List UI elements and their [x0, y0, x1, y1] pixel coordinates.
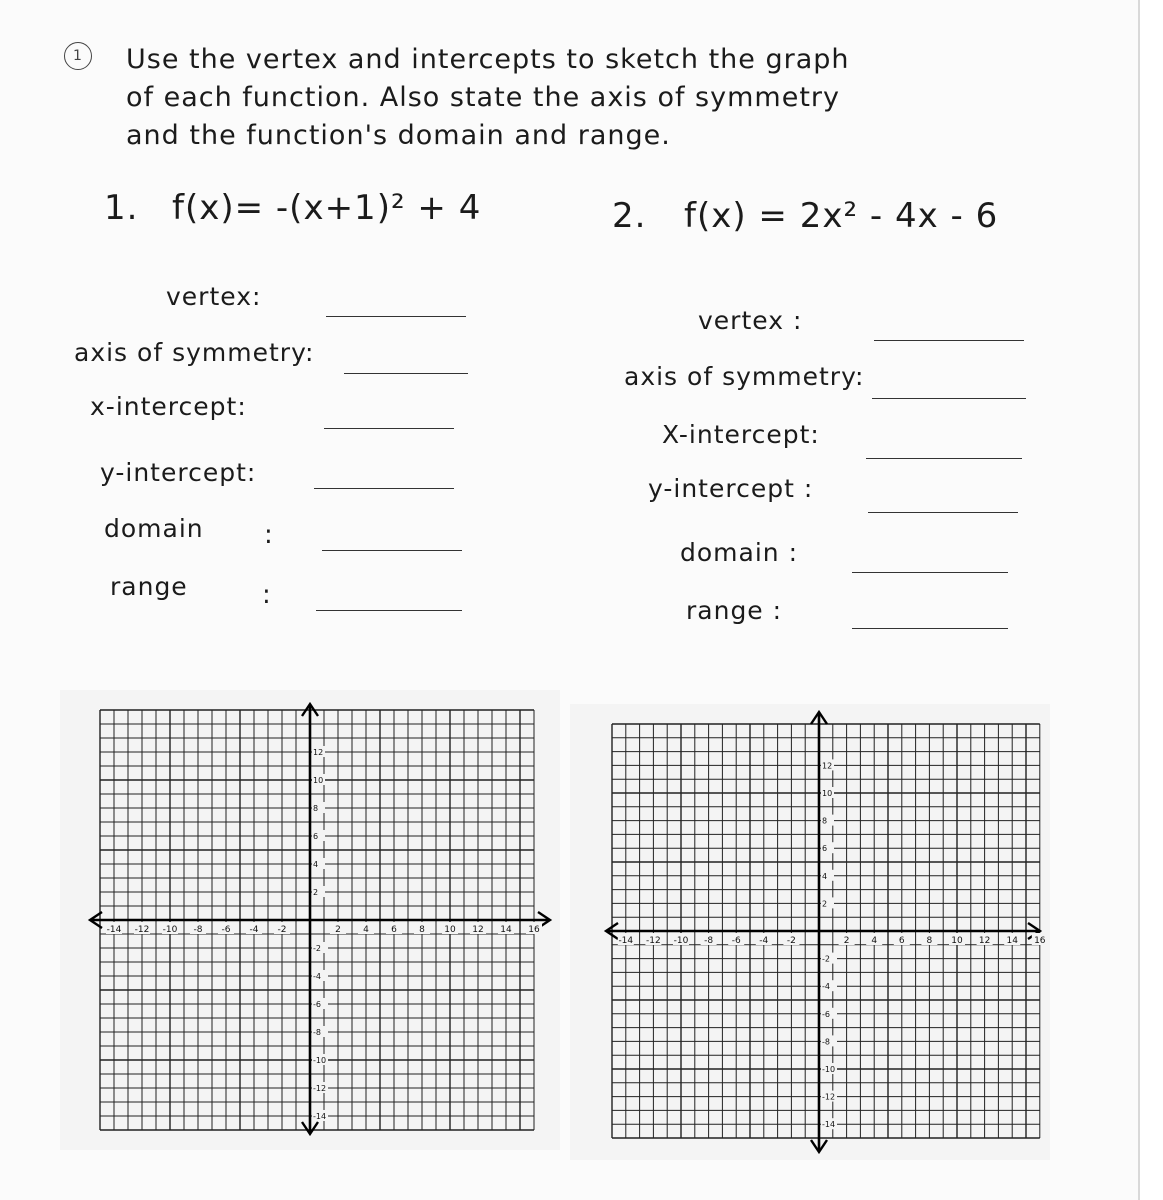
y-tick-label: -8: [313, 1028, 321, 1037]
p2-x-intercept-blank[interactable]: [866, 458, 1022, 459]
p2-y-intercept-blank[interactable]: [868, 512, 1018, 513]
p1-range-blank[interactable]: [316, 610, 462, 611]
x-tick-label: -8: [193, 925, 203, 935]
x-tick-label: -6: [731, 936, 741, 946]
p2-range-label: range :: [686, 596, 783, 625]
x-tick-label: -4: [759, 936, 769, 946]
x-tick-label: -8: [704, 936, 714, 946]
instruction-line-2: of each function. Also state the axis of symmetry: [126, 82, 840, 113]
y-tick-label: -10: [822, 1065, 836, 1074]
p1-domain-blank[interactable]: [322, 550, 462, 551]
y-tick-label: -12: [822, 1092, 836, 1102]
y-tick-label: -12: [313, 1084, 327, 1093]
p2-domain-label: domain :: [680, 538, 798, 567]
y-tick-label: 12: [822, 761, 833, 771]
p2-axis-label: axis of symmetry:: [624, 362, 865, 391]
x-tick-label: 12: [978, 936, 991, 946]
p1-vertex-label: vertex:: [166, 282, 262, 311]
coordinate-grid-1[interactable]: [60, 690, 560, 1150]
x-tick-label: 16: [528, 925, 540, 935]
x-tick-label: 10: [951, 936, 963, 946]
x-tick-label: -2: [277, 925, 287, 935]
y-tick-label: -14: [822, 1120, 836, 1130]
x-tick-label: 6: [391, 925, 397, 935]
x-tick-label: 4: [363, 925, 369, 935]
p2-axis-blank[interactable]: [872, 398, 1026, 399]
grid-paper-2: [570, 704, 1050, 1160]
p1-y-intercept-blank[interactable]: [314, 488, 454, 489]
problem-2-function: f(x) = 2x² - 4x - 6: [684, 196, 999, 236]
x-tick-label: -2: [786, 936, 796, 946]
instruction-line-1: Use the vertex and intercepts to sketch the graph: [126, 44, 850, 75]
y-tick-label: 6: [313, 832, 319, 841]
x-tick-label: -6: [221, 925, 231, 935]
y-tick-label: -4: [313, 972, 321, 981]
x-tick-label: -10: [162, 925, 178, 935]
y-tick-label: 10: [313, 776, 324, 785]
x-tick-label: 8: [419, 925, 425, 935]
y-tick-label: 2: [822, 899, 828, 909]
x-tick-label: 2: [843, 936, 850, 946]
p1-range-label: range: [110, 572, 188, 601]
p2-range-blank[interactable]: [852, 628, 1008, 629]
x-tick-label: -4: [249, 925, 259, 935]
x-tick-label: 14: [500, 925, 512, 935]
y-tick-label: 10: [822, 789, 833, 798]
p1-y-intercept-label: y-intercept:: [100, 458, 257, 487]
y-tick-label: -10: [313, 1056, 327, 1065]
instruction-line-3: and the function's domain and range.: [126, 120, 671, 151]
y-tick-label: 8: [822, 816, 828, 826]
x-tick-label: 6: [898, 936, 905, 946]
problem-1-function: f(x)= -(x+1)² + 4: [172, 188, 482, 228]
x-tick-label: -12: [134, 925, 150, 935]
p1-axis-blank[interactable]: [344, 373, 468, 374]
y-tick-label: -6: [313, 1000, 321, 1009]
p1-axis-label: axis of symmetry:: [74, 338, 315, 367]
problem-2-number: 2.: [612, 196, 647, 236]
x-tick-label: 12: [472, 925, 484, 935]
x-tick-label: 10: [444, 925, 456, 935]
y-tick-label: 2: [313, 888, 319, 897]
p2-x-intercept-label: X-intercept:: [662, 420, 820, 449]
y-tick-label: -8: [822, 1037, 830, 1047]
p1-x-intercept-label: x-intercept:: [90, 392, 247, 421]
p2-vertex-label: vertex :: [698, 306, 803, 335]
x-tick-label: 2: [335, 925, 341, 935]
grid-paper-1: [60, 690, 560, 1150]
y-tick-label: 8: [313, 804, 319, 813]
y-tick-label: -14: [313, 1112, 327, 1121]
x-tick-label: 16: [1034, 936, 1046, 946]
y-tick-label: 4: [313, 860, 319, 869]
x-tick-label: -12: [646, 936, 661, 946]
p1-domain-colon: :: [264, 520, 274, 550]
p1-range-colon: :: [262, 580, 272, 610]
x-tick-label: 14: [1006, 936, 1018, 946]
x-tick-label: -14: [106, 925, 122, 935]
y-tick-label: -6: [822, 1009, 830, 1019]
p2-vertex-blank[interactable]: [874, 340, 1024, 341]
y-tick-label: 6: [822, 844, 828, 854]
x-tick-label: -10: [673, 936, 689, 946]
p1-x-intercept-blank[interactable]: [324, 428, 454, 429]
p1-domain-label: domain: [104, 514, 204, 543]
y-tick-label: 4: [822, 871, 828, 881]
coordinate-grid-2[interactable]: [570, 704, 1050, 1160]
y-tick-label: 12: [313, 748, 324, 757]
x-tick-label: 4: [871, 936, 878, 946]
p2-domain-blank[interactable]: [852, 572, 1008, 573]
p1-vertex-blank[interactable]: [326, 316, 466, 317]
instruction-number: 1: [64, 42, 92, 70]
x-tick-label: 8: [926, 936, 933, 946]
p2-y-intercept-label: y-intercept :: [648, 474, 814, 503]
y-tick-label: -2: [313, 944, 321, 953]
y-tick-label: -4: [822, 982, 830, 992]
y-tick-label: -2: [822, 954, 830, 964]
x-tick-label: -14: [618, 936, 634, 946]
problem-1-number: 1.: [104, 188, 139, 228]
